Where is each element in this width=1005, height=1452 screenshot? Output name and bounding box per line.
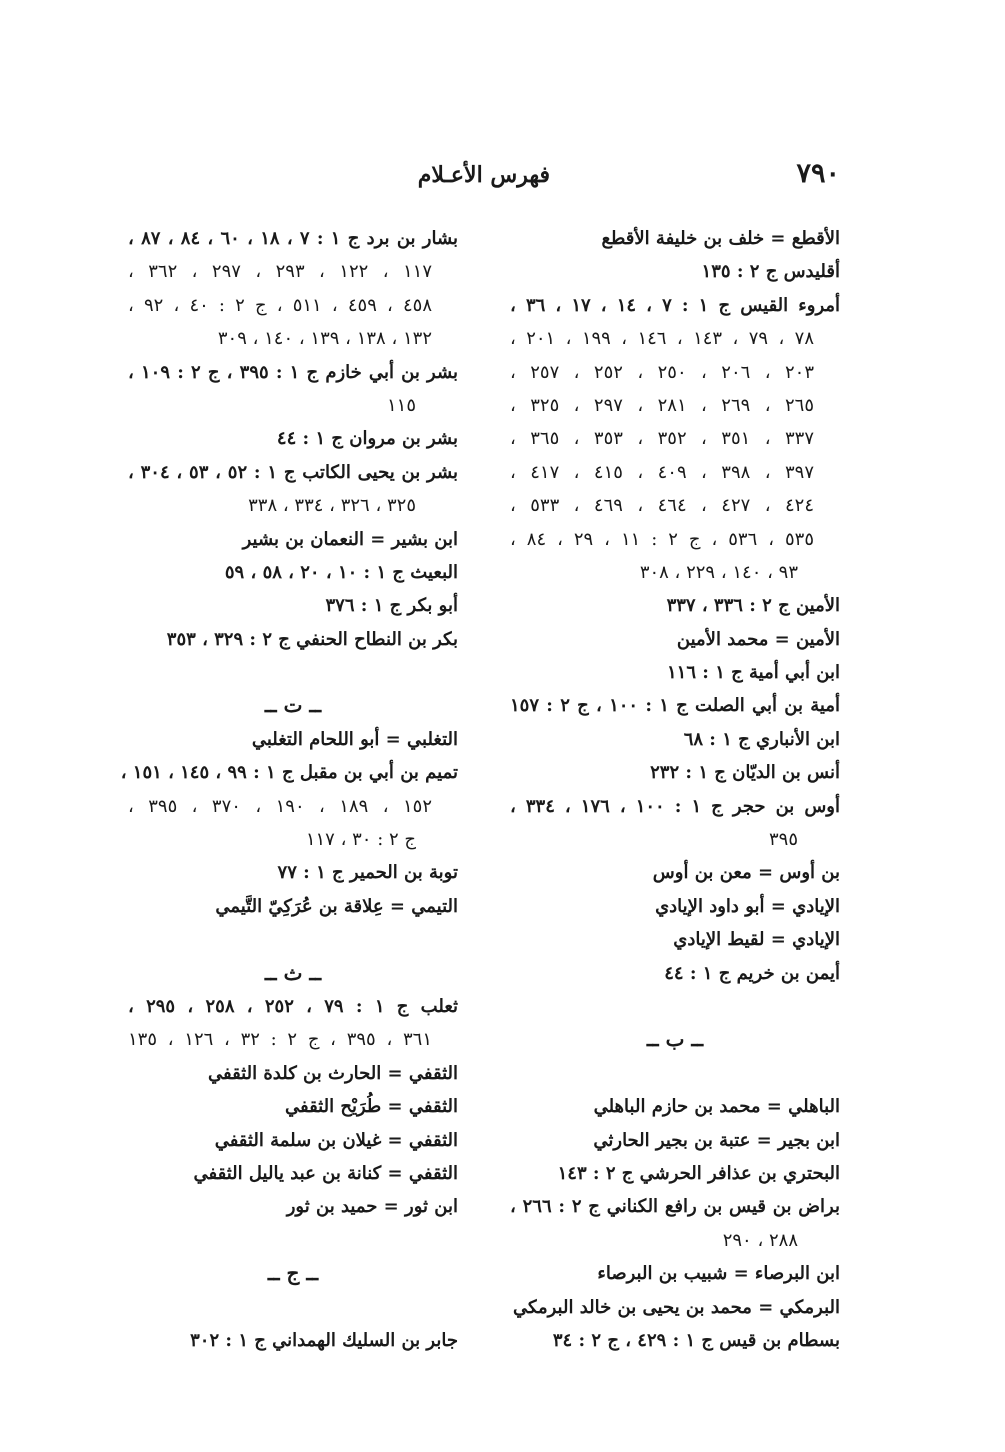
index-column-right [510,222,840,1357]
index-entry: أمية بن أبي الصلت ج ١ : ١٠٠ ، ج ٢ : ١٥٧ [510,695,841,717]
spacer [128,656,458,689]
index-entry: البرمكي = محمد بن يحيى بن خالد البرمكي [513,1296,840,1318]
index-entry: بشر بن أبي خازم ج ١ : ٣٩٥ ، ج ٢ : ١٠٩ ، [128,361,459,383]
index-entry: البعيث ج ١ : ١٠ ، ٢٠ ، ٥٨ ، ٥٩ [224,561,458,583]
index-entry: بشار بن برد ج ١ : ٧ ، ١٨ ، ٦٠ ، ٨٤ ، ٨٧ ، [128,228,459,249]
index-entry: الأمين = محمد الأمين [676,628,840,650]
spacer [128,1224,458,1257]
index-entry: بسطام بن قيس ج ١ : ٤٢٩ ، ج ٢ : ٣٤ [552,1329,840,1351]
index-entry: الباهلي = محمد بن حازم الباهلي [593,1096,840,1118]
index-entry: ابن البرصاء = شبيب بن البرصاء [597,1263,840,1285]
index-entry: أمروء القيس ج ١ : ٧ ، ١٤ ، ١٧ ، ٣٦ ، [510,294,841,316]
index-entry: ابن الأنباري ج ١ : ٦٨ [683,728,840,750]
index-entry-continuation: ج ٢ : ٣٠ ، ١١٧ [305,829,416,851]
index-entry-continuation: ٣٩٥ [768,829,798,851]
index-entry: بشر بن يحيى الكاتب ج ١ : ٥٢ ، ٥٣ ، ٣٠٤ ، [128,461,459,483]
index-entry: أقليدس ج ٢ : ١٣٥ [701,261,840,283]
index-entry: الثقفي = غيلان بن سلمة الثقفي [214,1129,458,1151]
index-entry-continuation: ١١٥ [386,394,416,416]
index-entry: الإيادي = أبو داود الإيادي [655,895,840,917]
index-entry-continuation: ٢٠٣ ، ٢٠٦ ، ٢٥٠ ، ٢٥٢ ، ٢٥٧ ، [510,361,814,383]
section-heading: ــ ت ــ [264,693,322,718]
index-entry: التغلبي = أبو اللحام التغلبي [251,728,458,750]
index-entry-continuation: ٢٦٥ ، ٢٦٩ ، ٢٨١ ، ٢٩٧ ، ٣٢٥ ، [510,394,814,416]
index-entry: توبة بن الحمير ج ١ : ٧٧ [277,862,458,884]
page-title: فهرس الأعـلام [417,162,550,188]
index-entry: ابن ثور = حميد بن ثور [286,1196,458,1218]
section-heading: ــ ب ــ [646,1027,704,1052]
index-entry: الثقفي = الحارث بن كلدة الثقفي [207,1062,458,1084]
index-entry: الأقطع = خلف بن خليفة الأقطع [601,228,840,249]
index-entry: ابن بجير = عتبة بن بجير الحارثي [593,1129,840,1151]
index-entry-continuation: ١١٧ ، ١٢٢ ، ٢٩٣ ، ٢٩٧ ، ٣٦٢ ، [128,261,432,283]
index-entry-continuation: ٤٥٨ ، ٤٥٩ ، ٥١١ ، ج ٢ : ٤٠ ، ٩٢ ، [128,294,433,316]
index-entry: الإيادي = لقيط الإيادي [673,929,840,951]
index-entry: أنس بن الديّان ج ١ : ٢٣٢ [650,762,840,784]
spacer [128,923,458,956]
index-entry: براض بن قيس بن رافع الكناني ج ٢ : ٢٦٦ ، [510,1196,840,1218]
index-entry: أيمن بن خريم ج ١ : ٤٤ [664,962,840,984]
index-entry: ابن بشير = النعمان بن بشير [242,528,458,550]
index-entry: البحتري بن عذافر الحرشي ج ٢ : ١٤٣ [557,1162,840,1184]
index-entry: ثعلب ج ١ : ٧٩ ، ٢٥٢ ، ٢٥٨ ، ٢٩٥ ، [128,995,459,1017]
index-entry-continuation: ٣٣٧ ، ٣٥١ ، ٣٥٢ ، ٣٥٣ ، ٣٦٥ ، [510,428,814,450]
index-entry: أوس بن حجر ج ١ : ١٠٠ ، ١٧٦ ، ٣٣٤ ، [510,795,841,817]
index-entry: التيمي = عِلاقة بن عُرَكِيّ التَّيمي [215,895,458,917]
index-entry: الأمين ج ٢ : ٣٣٦ ، ٣٣٧ [666,595,840,617]
index-entry-continuation: ٧٨ ، ٧٩ ، ١٤٣ ، ١٤٦ ، ١٩٩ ، ٢٠١ ، [510,328,814,350]
index-entry: الثقفي = طُرَيْح الثقفي [284,1096,458,1118]
index-entry: بكر بن النطاح الحنفي ج ٢ : ٣٢٩ ، ٣٥٣ [166,628,458,650]
section-heading: ــ ث ــ [264,960,322,985]
index-entry-continuation: ٢٨٨ ، ٢٩٠ [722,1229,798,1251]
section-heading: ــ ج ــ [267,1261,319,1286]
index-entry-continuation: ١٥٢ ، ١٨٩ ، ١٩٠ ، ٣٧٠ ، ٣٩٥ ، [128,795,432,817]
index-entry: بشر بن مروان ج ١ : ٤٤ [276,428,458,450]
index-entry-continuation: ٥٣٥ ، ٥٣٦ ، ج ٢ : ١١ ، ٢٩ ، ٨٤ ، [510,528,815,550]
index-entry: أبو بكر ج ١ : ٣٧٦ [325,595,458,617]
index-entry: تميم بن أبي بن مقبل ج ١ : ٩٩ ، ١٤٥ ، ١٥١ ، [120,762,458,784]
index-entry-continuation: ٩٣ ، ١٤٠ ، ٢٢٩ ، ٣٠٨ [639,561,798,583]
spacer [510,990,840,1023]
index-entry-continuation: ٣٦١ ، ٣٩٥ ، ج ٢ : ٣٢ ، ١٢٦ ، ١٣٥ [128,1029,432,1051]
spacer [510,1057,840,1090]
page-header [120,158,840,198]
page-number: ٧٩٠ [796,158,840,189]
index-entry-continuation: ٣٩٧ ، ٣٩٨ ، ٤٠٩ ، ٤١٥ ، ٤١٧ ، [510,461,814,483]
index-entry: الثقفي = كنانة بن عبد ياليل الثقفي [193,1162,458,1184]
index-entry: ابن أبي أمية ج ١ : ١١٦ [666,662,840,684]
index-entry-continuation: ٤٢٤ ، ٤٢٧ ، ٤٦٤ ، ٤٦٩ ، ٥٣٣ ، [510,495,814,517]
index-entry: جابر بن السليك الهمداني ج ١ : ٣٠٢ [190,1329,458,1351]
spacer [128,1291,458,1324]
index-column-left [120,222,459,1357]
index-entry-continuation: ٣٢٥ ، ٣٢٦ ، ٣٣٤ ، ٣٣٨ [248,495,416,517]
index-entry-continuation: ١٣٢ ، ١٣٨ ، ١٣٩ ، ١٤٠ ، ٣٠٩ [217,328,432,350]
index-entry: بن أوس = معن بن أوس [652,862,840,884]
